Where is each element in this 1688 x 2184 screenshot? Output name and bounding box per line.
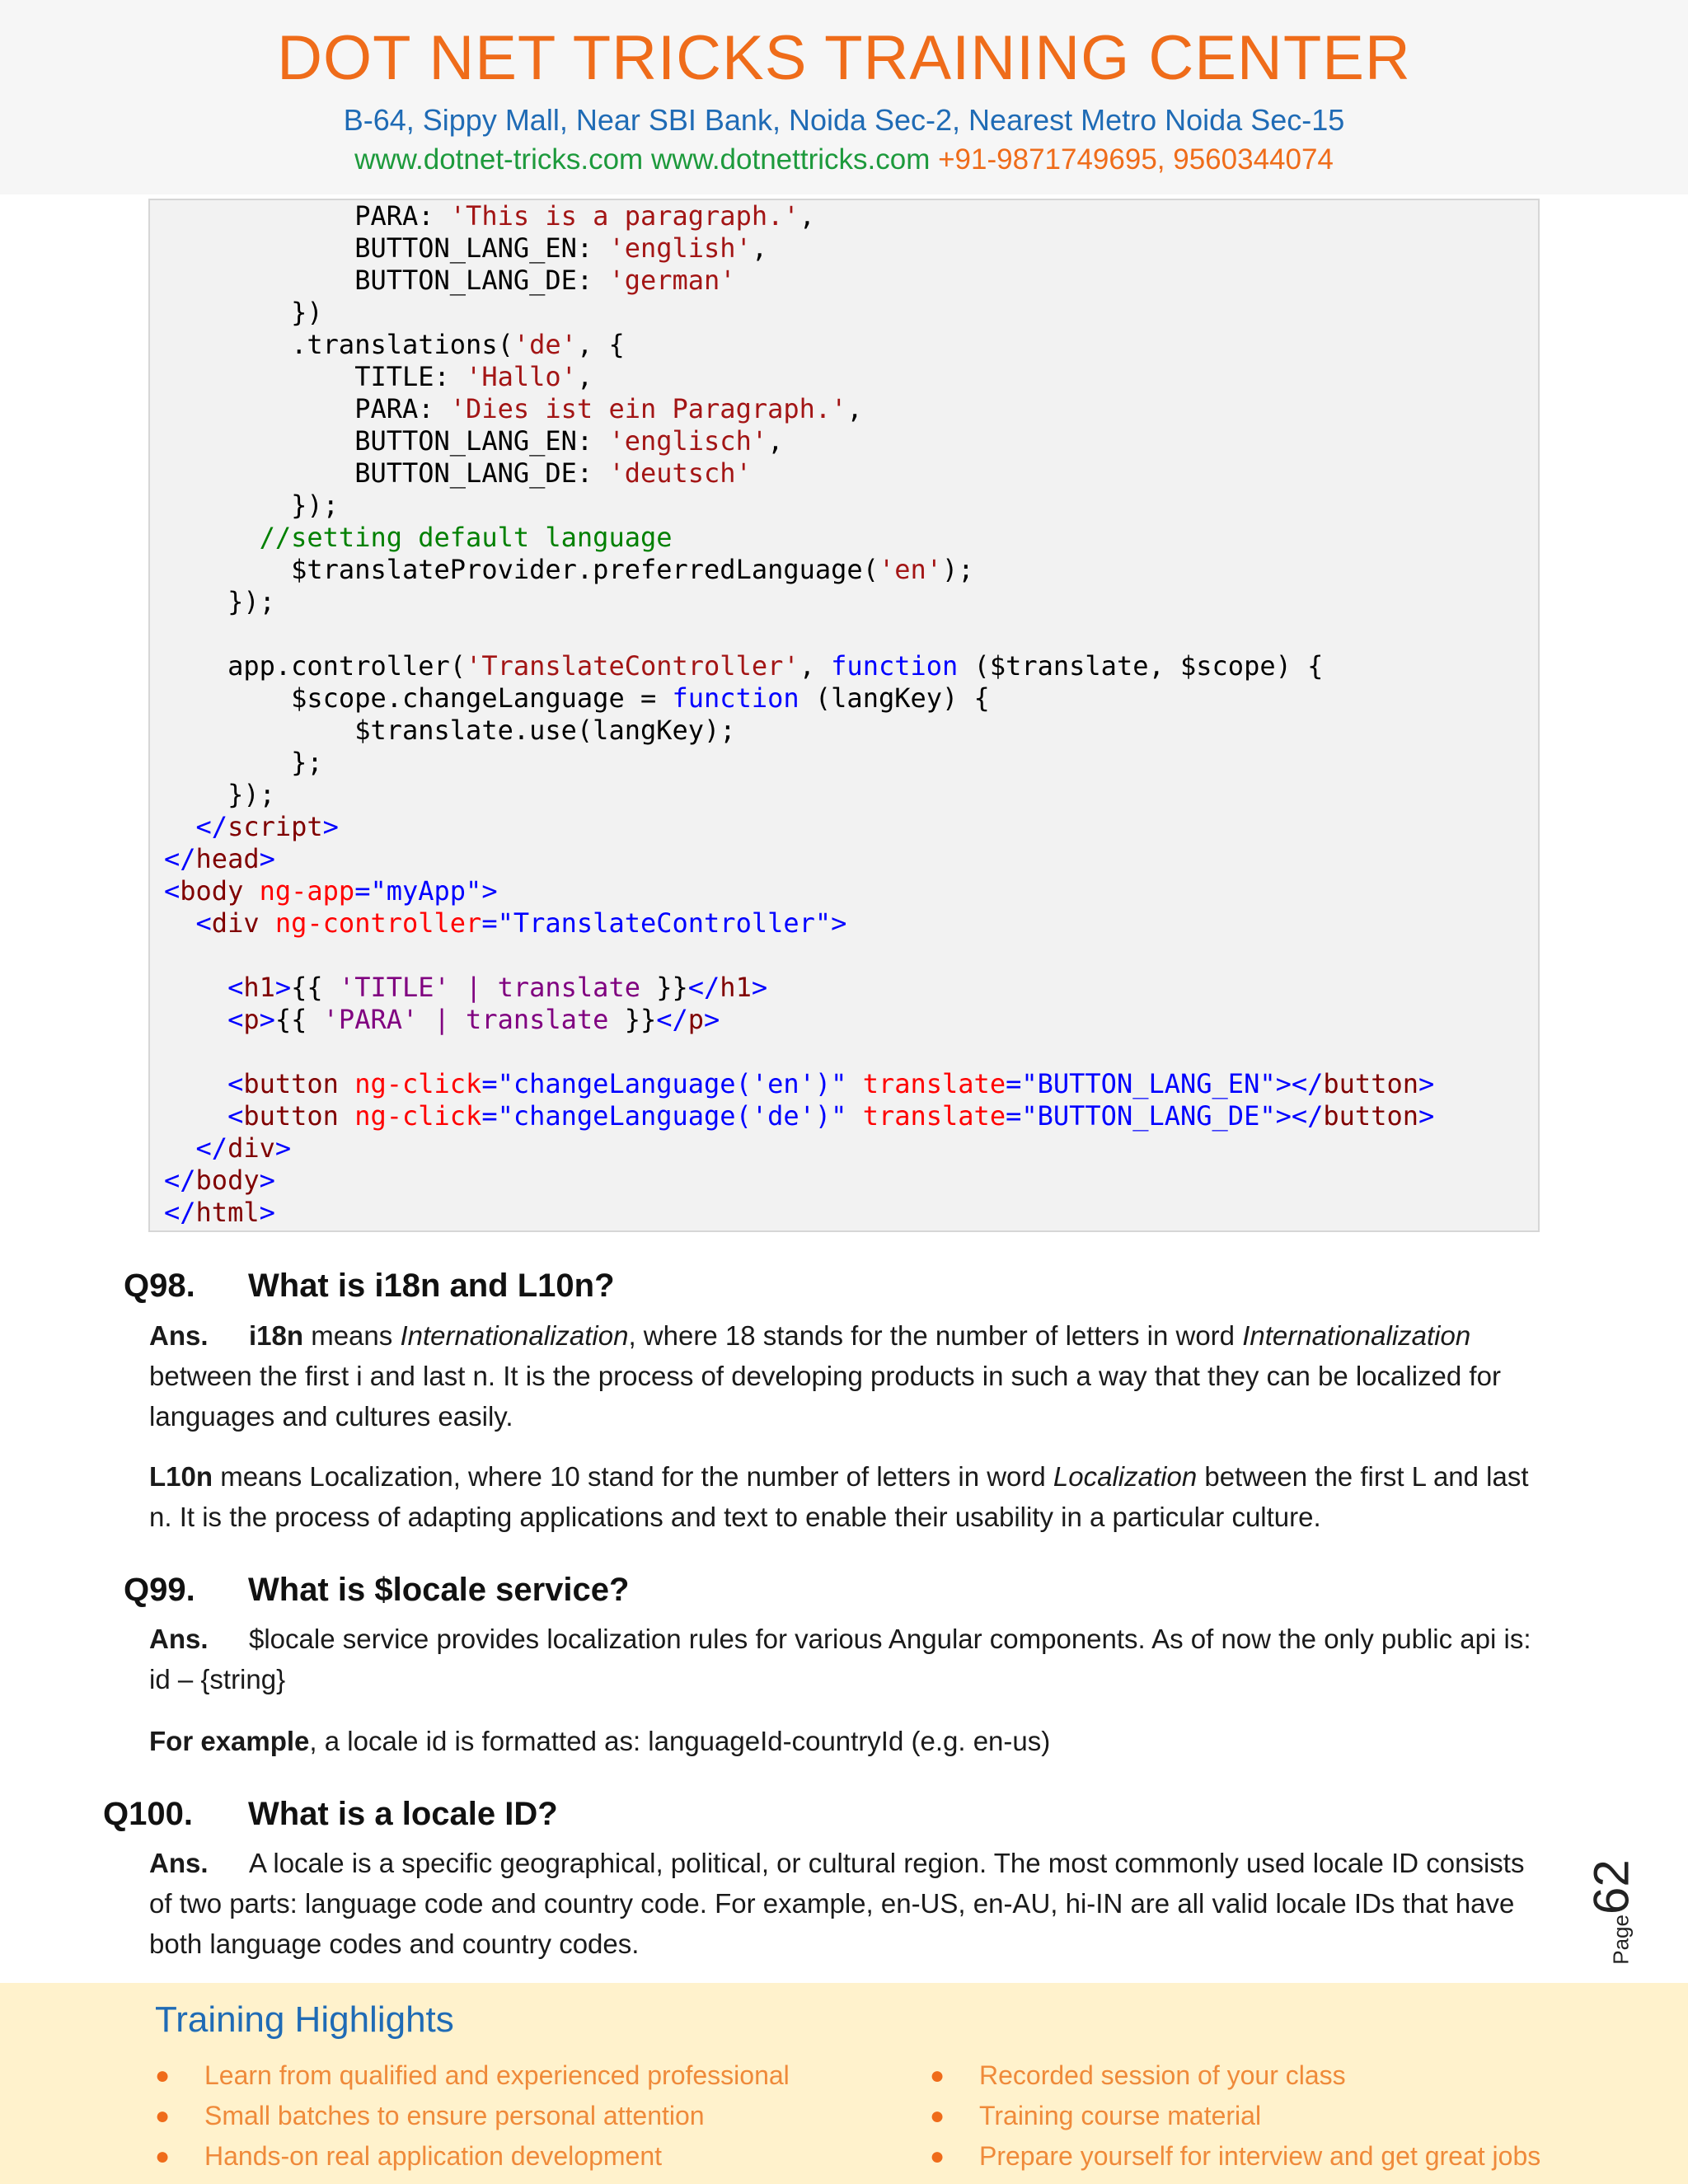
code-token: script <box>227 811 323 842</box>
code-token: , { <box>576 329 625 360</box>
term-l10n: L10n <box>149 1461 213 1492</box>
code-token: button <box>243 1100 339 1132</box>
code-line <box>164 1197 1434 1229</box>
question-number-q98: Q98. <box>124 1268 195 1304</box>
code-token: 'de' <box>513 329 577 360</box>
code-token: "myApp" <box>370 875 482 907</box>
code-token: > <box>259 1197 275 1228</box>
code-line <box>164 1132 1434 1165</box>
code-token: 'TITLE' | translate <box>338 972 640 1003</box>
code-token: > <box>704 1004 720 1035</box>
code-token: </ <box>164 1197 196 1228</box>
code-token: > <box>259 843 275 874</box>
code-token: ng-click <box>354 1068 482 1099</box>
code-token: h1 <box>243 972 275 1003</box>
code-line <box>164 618 1434 650</box>
code-token: PARA: <box>164 200 450 232</box>
code-token: h1 <box>720 972 752 1003</box>
code-line <box>164 457 1434 490</box>
code-token: "TranslateController" <box>497 907 832 939</box>
code-token: , <box>846 393 863 424</box>
code-token: }); <box>164 490 339 521</box>
code-line <box>164 811 1434 843</box>
code-token <box>164 907 196 939</box>
answer-text: , where 18 stands for the number of letters in word <box>628 1320 1243 1351</box>
list-item-text: Training course material <box>979 2101 1262 2130</box>
code-token: , <box>799 200 815 232</box>
answer-text-italic: Internationalization <box>1242 1320 1471 1351</box>
code-token: > <box>481 875 498 907</box>
answer-label: Ans. <box>149 1848 209 1878</box>
list-item-text: Hands-on real application development <box>204 2141 663 2171</box>
answer-label: Ans. <box>149 1624 209 1654</box>
answer-text: $locale service provides localization rules for various Angular components. As of now the only public api is: id – {string} <box>149 1624 1531 1694</box>
code-token: html <box>195 1197 260 1228</box>
footer-title: Training Highlights <box>155 1999 454 2040</box>
code-token: > <box>274 1132 292 1164</box>
code-token: , <box>799 650 832 682</box>
code-token: {{ <box>274 1004 323 1035</box>
code-line <box>164 490 1434 522</box>
code-line <box>164 650 1434 682</box>
answer-text: means <box>303 1320 401 1351</box>
code-line <box>164 875 1434 907</box>
answer-text: A locale is a specific geographical, political, or cultural region. The most commonly used locale ID consists of two parts: language code and country code. For example, en-US, en-AU, hi-IN are all valid locale IDs that have both language codes and country codes. <box>149 1848 1525 1959</box>
code-line <box>164 586 1434 618</box>
code-line <box>164 393 1434 425</box>
code-line <box>164 232 1434 265</box>
code-token: div <box>227 1132 275 1164</box>
code-token <box>164 811 196 842</box>
code-token: head <box>195 843 260 874</box>
bullet-icon: ● <box>155 2143 171 2170</box>
code-token: "changeLanguage('en')" <box>497 1068 847 1099</box>
code-token: > <box>1418 1100 1435 1132</box>
list-item-text: Small batches to ensure personal attention <box>204 2101 705 2130</box>
code-token: 'PARA' | translate <box>322 1004 609 1035</box>
code-line <box>164 1165 1434 1197</box>
code-token: , <box>767 425 784 457</box>
list-item <box>155 2136 790 2177</box>
code-line <box>164 715 1434 747</box>
header-title: DOT NET TRICKS TRAINING CENTER <box>277 23 1411 93</box>
code-token: = <box>1006 1068 1022 1099</box>
code-token: > <box>1418 1068 1435 1099</box>
term-i18n: i18n <box>249 1320 304 1351</box>
code-token: > <box>831 907 847 939</box>
code-token: }; <box>164 747 323 778</box>
code-line <box>164 554 1434 586</box>
code-token: = <box>481 907 498 939</box>
bullet-icon: ● <box>930 2102 945 2130</box>
code-line <box>164 1004 1434 1036</box>
code-token <box>164 522 260 553</box>
code-token: = <box>354 875 371 907</box>
code-token: < <box>227 1068 244 1099</box>
highlights-list-left <box>155 2055 790 2177</box>
question-title-q99: What is $locale service? <box>248 1572 630 1608</box>
code-token: (langKey) { <box>799 682 990 714</box>
code-token: function <box>672 682 799 714</box>
code-line <box>164 329 1434 361</box>
code-token: > <box>751 972 768 1003</box>
phone-numbers: +91-9871749695, 9560344074 <box>938 143 1334 176</box>
code-token: button <box>243 1068 339 1099</box>
code-token <box>846 1100 862 1132</box>
code-token: BUTTON_LANG_DE: <box>164 265 609 296</box>
code-token: "changeLanguage('de')" <box>497 1100 847 1132</box>
list-item <box>155 2096 790 2136</box>
code-line <box>164 940 1434 972</box>
answer-text-italic: Localization <box>1053 1461 1198 1492</box>
code-token: > <box>274 972 292 1003</box>
code-token <box>164 1100 227 1132</box>
code-line <box>164 843 1434 875</box>
question-number-q100: Q100. <box>103 1796 193 1832</box>
code-token: ng-controller <box>274 907 482 939</box>
list-item <box>155 2055 790 2096</box>
code-line <box>164 682 1434 715</box>
bullet-icon: ● <box>155 2062 171 2089</box>
answer-text: between the first L and last n. It is the process of adapting applications and text to enable their usability in a particular culture. <box>149 1461 1529 1532</box>
page-digit: 62 <box>1583 1859 1639 1915</box>
code-token: TITLE: <box>164 361 467 392</box>
code-token: < <box>164 875 181 907</box>
code-token: app.controller( <box>164 650 467 682</box>
code-token: 'This is a paragraph.' <box>449 200 799 232</box>
code-token: 'Hallo' <box>466 361 577 392</box>
code-token: .translations( <box>164 329 513 360</box>
list-item-text: Prepare yourself for interview and get great jobs <box>979 2141 1541 2171</box>
website-link-1[interactable]: www.dotnet-tricks.com <box>354 143 644 176</box>
answer-text: , a locale id is formatted as: languageId-countryId (e.g. en-us) <box>309 1726 1051 1756</box>
code-line <box>164 297 1434 329</box>
bullet-icon: ● <box>930 2062 945 2089</box>
code-token: ></ <box>1275 1100 1324 1132</box>
code-token: ></ <box>1275 1068 1324 1099</box>
header-contact <box>0 142 1688 178</box>
answer-label: Ans. <box>149 1320 209 1351</box>
code-token <box>339 1068 354 1099</box>
code-token: 'TranslateController' <box>466 650 799 682</box>
list-item <box>930 2136 1540 2177</box>
training-highlights-footer <box>0 1983 1688 2184</box>
code-token: </ <box>195 811 228 842</box>
code-token: body <box>180 875 244 907</box>
code-token <box>164 1068 227 1099</box>
list-item <box>930 2096 1540 2136</box>
code-token: BUTTON_LANG_EN: <box>164 232 609 264</box>
list-item-text: Recorded session of your class <box>979 2060 1346 2090</box>
code-token <box>164 972 227 1003</box>
code-token: function <box>831 650 959 682</box>
page-header <box>0 0 1688 194</box>
code-token: p <box>687 1004 705 1035</box>
code-token <box>243 875 259 907</box>
code-token: ($translate, $scope) { <box>958 650 1324 682</box>
code-token: BUTTON_LANG_EN: <box>164 425 609 457</box>
code-token: "BUTTON_LANG_EN" <box>1021 1068 1276 1099</box>
code-token: $scope.changeLanguage = <box>164 682 673 714</box>
code-token: 'german' <box>608 265 736 296</box>
answer-text: means Localization, where 10 stand for the number of letters in word <box>213 1461 1053 1492</box>
code-line <box>164 200 1434 232</box>
answer-q100-paragraph-1 <box>149 1843 1540 1964</box>
code-token: </ <box>164 843 196 874</box>
question-number-q99: Q99. <box>124 1572 195 1608</box>
code-token: button <box>1323 1068 1418 1099</box>
code-token <box>846 1068 862 1099</box>
code-line <box>164 972 1434 1004</box>
code-line <box>164 779 1434 811</box>
bullet-icon: ● <box>930 2143 945 2170</box>
code-token: body <box>195 1165 260 1196</box>
code-token: div <box>211 907 260 939</box>
code-token: button <box>1323 1100 1418 1132</box>
code-line <box>164 1100 1434 1132</box>
code-token: PARA: <box>164 393 450 424</box>
code-token: ng-app <box>259 875 355 907</box>
code-token: < <box>227 1004 244 1035</box>
code-token: "BUTTON_LANG_DE" <box>1021 1100 1276 1132</box>
header-address: B-64, Sippy Mall, Near SBI Bank, Noida Sec-2, Nearest Metro Noida Sec-15 <box>343 103 1345 137</box>
code-token: p <box>243 1004 260 1035</box>
code-token: {{ <box>291 972 339 1003</box>
code-line <box>164 522 1434 554</box>
code-token: , <box>751 232 768 264</box>
answer-q98-paragraph-1 <box>149 1315 1540 1436</box>
code-token: translate <box>862 1068 1006 1099</box>
code-token: = <box>481 1068 498 1099</box>
answer-q98-paragraph-2 <box>149 1456 1540 1537</box>
code-line <box>164 1036 1434 1068</box>
code-token: }); <box>164 779 275 810</box>
code-line <box>164 907 1434 940</box>
question-title-q100: What is a locale ID? <box>248 1796 558 1832</box>
code-token: = <box>481 1100 498 1132</box>
code-token: > <box>259 1165 275 1196</box>
code-line <box>164 747 1434 779</box>
code-token: 'deutsch' <box>608 457 752 489</box>
code-token: BUTTON_LANG_DE: <box>164 457 609 489</box>
code-listing <box>164 200 1434 1229</box>
answer-text: between the first i and last n. It is the process of developing products in such a way that they can be localized for languages and cultures easily. <box>149 1361 1501 1432</box>
code-token: $translate.use(langKey); <box>164 715 736 746</box>
code-token <box>260 907 275 939</box>
code-line <box>164 1068 1434 1100</box>
code-token: $translateProvider.preferredLanguage( <box>164 554 879 585</box>
code-token: < <box>227 1100 244 1132</box>
list-item-text: Learn from qualified and experienced professional <box>204 2060 790 2090</box>
code-token: //setting default language <box>259 522 673 553</box>
answer-q99-paragraph-1 <box>149 1619 1540 1699</box>
code-line <box>164 265 1434 297</box>
list-item <box>930 2055 1540 2096</box>
code-token: > <box>259 1004 275 1035</box>
code-token: </ <box>195 1132 228 1164</box>
code-token: translate <box>862 1100 1006 1132</box>
code-token: }} <box>640 972 688 1003</box>
code-line <box>164 361 1434 393</box>
code-token: }); <box>164 586 275 617</box>
code-token: < <box>195 907 212 939</box>
answer-text-bold: For example <box>149 1726 310 1756</box>
code-token: </ <box>164 1165 196 1196</box>
code-token: }} <box>608 1004 657 1035</box>
code-line <box>164 425 1434 457</box>
highlights-list-right <box>930 2055 1540 2177</box>
bullet-icon: ● <box>155 2102 171 2130</box>
page-number <box>1578 1854 1644 1970</box>
code-token: , <box>576 361 593 392</box>
code-token <box>339 1100 354 1132</box>
code-token: = <box>1006 1100 1022 1132</box>
code-token: 'english' <box>608 232 752 264</box>
website-link-2[interactable]: www.dotnettricks.com <box>650 143 931 176</box>
answer-q99-paragraph-2 <box>149 1721 1540 1761</box>
question-title-q98: What is i18n and L10n? <box>248 1268 615 1304</box>
code-token: < <box>227 972 244 1003</box>
answer-text-italic: Internationalization <box>400 1320 629 1351</box>
code-token: 'Dies ist ein Paragraph.' <box>449 393 847 424</box>
code-token: </ <box>656 1004 688 1035</box>
code-token: > <box>322 811 339 842</box>
code-token: ); <box>942 554 974 585</box>
code-token <box>164 1004 227 1035</box>
page-word: Page <box>1608 1915 1634 1965</box>
page-number-label <box>1583 1859 1640 1964</box>
code-block <box>148 199 1540 1232</box>
code-token: 'en' <box>878 554 943 585</box>
code-token: }) <box>164 297 323 328</box>
code-token: 'englisch' <box>608 425 768 457</box>
code-token: </ <box>687 972 720 1003</box>
code-token <box>164 1132 196 1164</box>
code-token: ng-click <box>354 1100 482 1132</box>
